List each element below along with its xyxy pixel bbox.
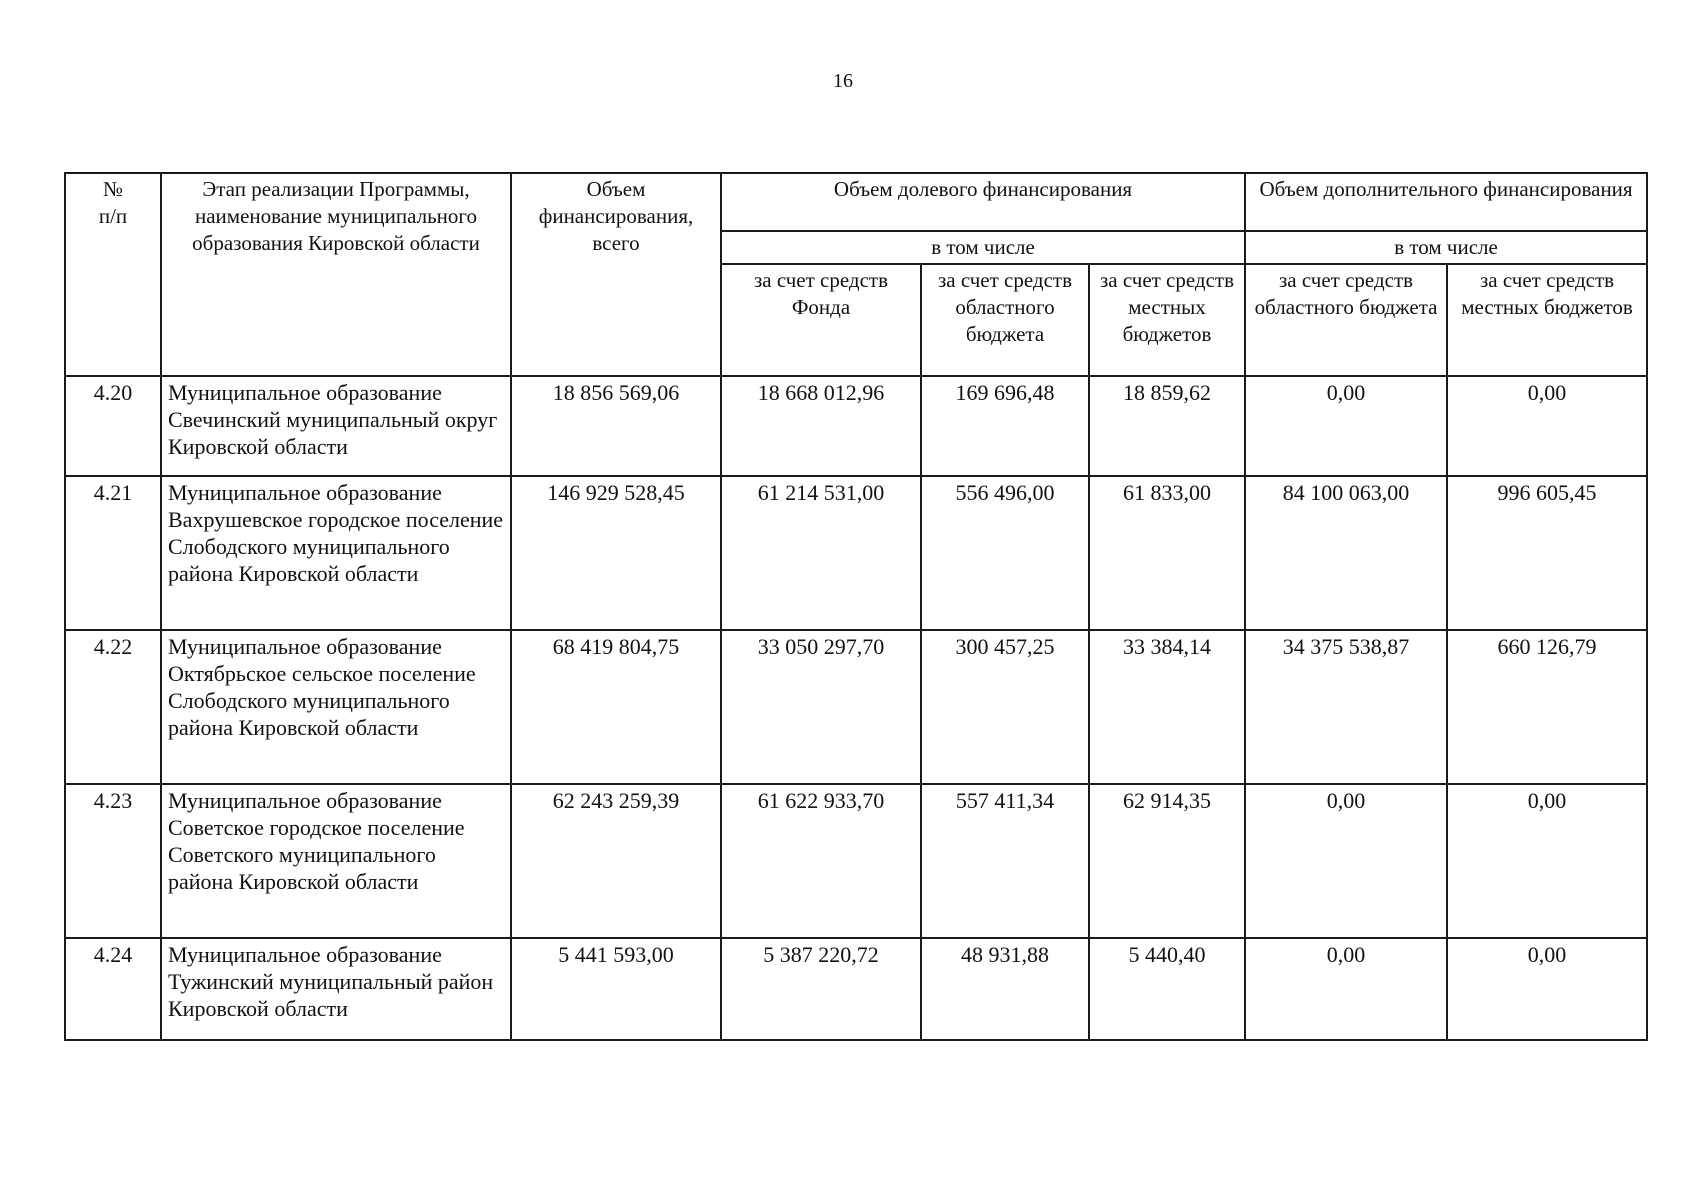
row-add-local: 660 126,79 <box>1447 630 1647 784</box>
table-row <box>65 784 1647 938</box>
row-regional: 556 496,00 <box>921 476 1089 630</box>
header-stage: Этап реализации Программы, наименование муниципального образования Кировской области <box>161 173 511 376</box>
header-number: № п/п <box>65 173 161 376</box>
row-add-local: 0,00 <box>1447 938 1647 1040</box>
row-number: 4.21 <box>65 476 161 630</box>
table-row <box>65 938 1647 1040</box>
row-name: Муниципальное образование Свечинский муниципальный округ Кировской области <box>161 376 511 476</box>
row-number: 4.22 <box>65 630 161 784</box>
row-add-regional: 34 375 538,87 <box>1245 630 1447 784</box>
row-add-local: 0,00 <box>1447 784 1647 938</box>
row-number: 4.24 <box>65 938 161 1040</box>
row-total: 5 441 593,00 <box>511 938 721 1040</box>
row-fund: 33 050 297,70 <box>721 630 921 784</box>
row-name: Муниципальное образование Советское городское поселение Советского муниципального района Кировской области <box>161 784 511 938</box>
row-add-regional: 0,00 <box>1245 784 1447 938</box>
row-total: 68 419 804,75 <box>511 630 721 784</box>
row-name: Муниципальное образование Октябрьское сельское поселение Слободского муниципального района Кировской области <box>161 630 511 784</box>
row-add-local: 996 605,45 <box>1447 476 1647 630</box>
row-regional: 48 931,88 <box>921 938 1089 1040</box>
header-fund: за счет средств Фонда <box>721 264 921 376</box>
row-regional: 169 696,48 <box>921 376 1089 476</box>
header-including-shared: в том числе <box>721 231 1245 264</box>
row-number: 4.23 <box>65 784 161 938</box>
table-row <box>65 476 1647 630</box>
financing-table <box>64 172 1648 1041</box>
row-add-regional: 0,00 <box>1245 938 1447 1040</box>
header-add-local: за счет средств местных бюджетов <box>1447 264 1647 376</box>
row-total: 18 856 569,06 <box>511 376 721 476</box>
row-add-local: 0,00 <box>1447 376 1647 476</box>
header-shared-group: Объем долевого финансирования <box>721 173 1245 231</box>
row-local: 61 833,00 <box>1089 476 1245 630</box>
header-including-additional: в том числе <box>1245 231 1647 264</box>
header-regional: за счет средств областного бюджета <box>921 264 1089 376</box>
row-fund: 61 214 531,00 <box>721 476 921 630</box>
row-add-regional: 84 100 063,00 <box>1245 476 1447 630</box>
row-local: 62 914,35 <box>1089 784 1245 938</box>
row-local: 18 859,62 <box>1089 376 1245 476</box>
row-regional: 300 457,25 <box>921 630 1089 784</box>
row-fund: 5 387 220,72 <box>721 938 921 1040</box>
row-number: 4.20 <box>65 376 161 476</box>
row-name: Муниципальное образование Тужинский муниципальный район Кировской области <box>161 938 511 1040</box>
header-add-regional: за счет средств областного бюджета <box>1245 264 1447 376</box>
row-add-regional: 0,00 <box>1245 376 1447 476</box>
row-fund: 61 622 933,70 <box>721 784 921 938</box>
row-fund: 18 668 012,96 <box>721 376 921 476</box>
row-regional: 557 411,34 <box>921 784 1089 938</box>
row-local: 33 384,14 <box>1089 630 1245 784</box>
table-row <box>65 630 1647 784</box>
row-local: 5 440,40 <box>1089 938 1245 1040</box>
page-number: 16 <box>833 70 853 92</box>
header-total: Объем финансирования, всего <box>511 173 721 376</box>
row-total: 62 243 259,39 <box>511 784 721 938</box>
table-row <box>65 376 1647 476</box>
header-additional-group: Объем дополнительного финансирования <box>1245 173 1647 231</box>
row-total: 146 929 528,45 <box>511 476 721 630</box>
header-local: за счет средств местных бюджетов <box>1089 264 1245 376</box>
row-name: Муниципальное образование Вахрушевское городское поселение Слободского муниципального района Кировской области <box>161 476 511 630</box>
